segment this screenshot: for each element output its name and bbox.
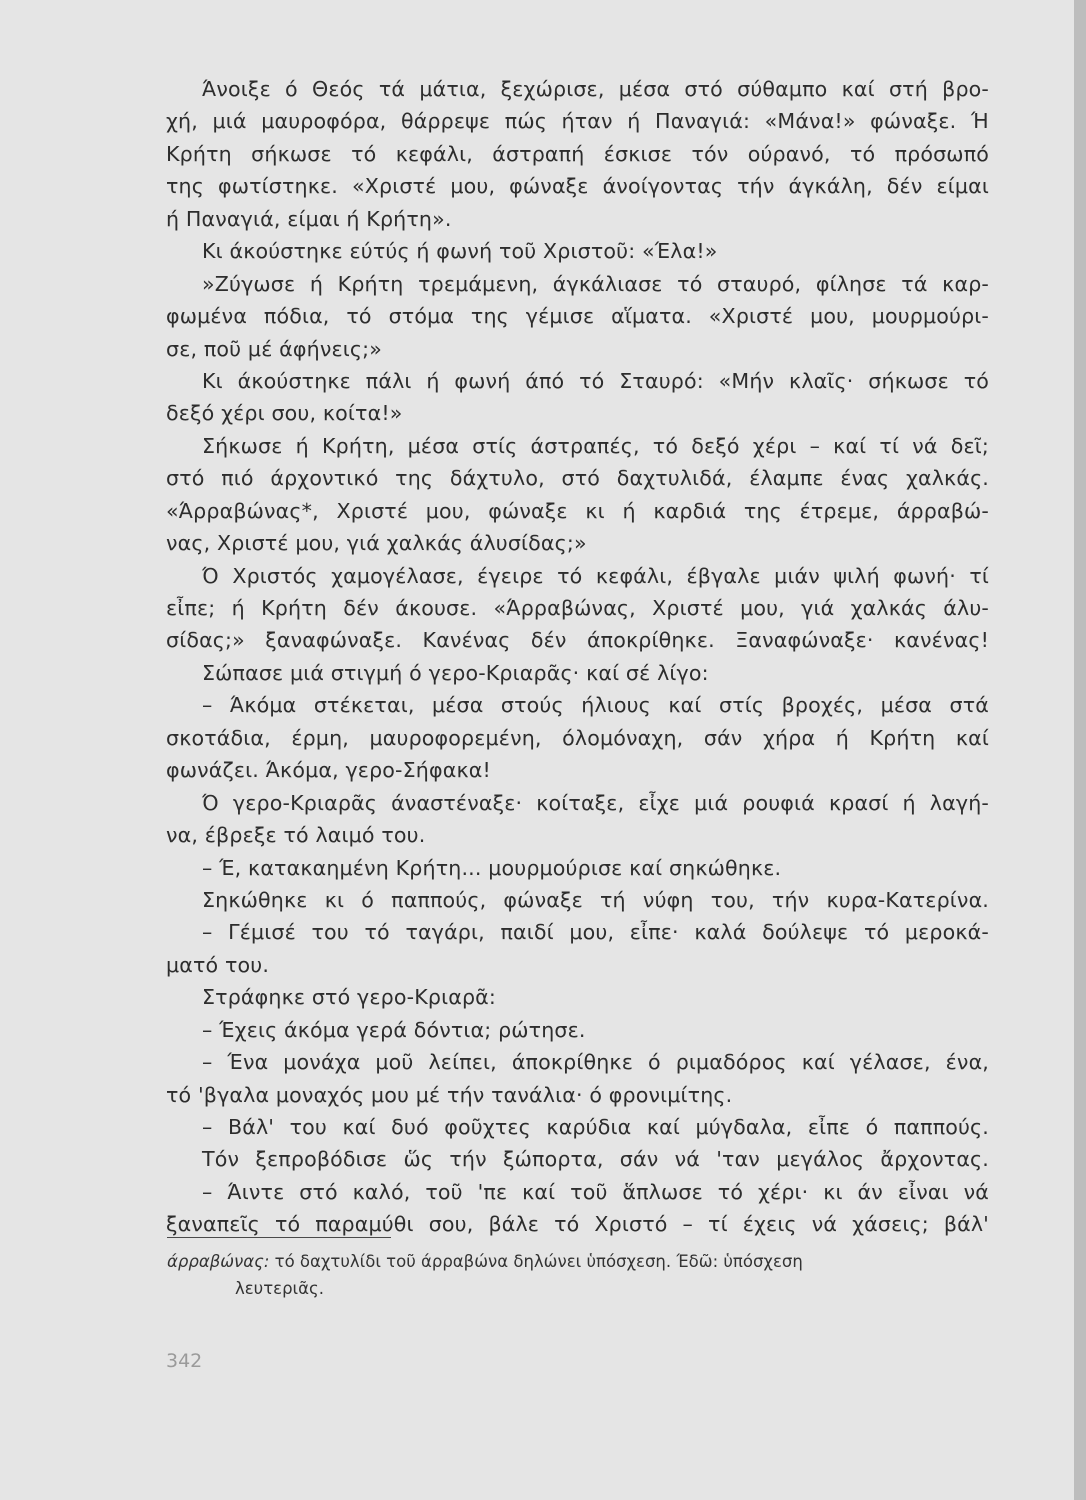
text-line: ή Παναγιά, είμαι ή Κρήτη». [166, 206, 452, 231]
text-line: Κρήτη σήκωσε τό κεφάλι, άστραπή έσκισε τόν ούρανό, τό πρόσωπό [166, 141, 989, 166]
text-line: στό πιό άρχοντικό της δάχτυλο, στό δαχτυλιδά, έλαμπε ένας χαλκάς. [166, 466, 989, 491]
text-line: Ό Χριστός χαμογέλασε, έγειρε τό κεφάλι, έβγαλε μιάν ψιλή φωνή· τί [202, 563, 989, 588]
text-line: Στράφηκε στό γερο-Κριαρᾶ: [202, 985, 496, 1010]
text-line: σκοτάδια, έρμη, μαυροφορεμένη, όλομόναχη, σάν χήρα ή Κρήτη καί [166, 725, 989, 750]
text-line: ματό του. [166, 952, 270, 977]
text-line: σίδας;» ξαναφώναξε. Κανένας δέν άποκρίθηκε. Ξαναφώναξε· κανένας! [166, 628, 989, 653]
text-line: να, έβρεξε τό λαιμό του. [166, 823, 426, 848]
text-line: – Βάλ' του καί δυό φοῦχτες καρύδια καί μύγδαλα, εἶπε ό παππούς. [202, 1115, 989, 1139]
body-text [166, 73, 989, 1241]
text-line: Ό γερο-Κριαρᾶς άναστέναξε· κοίταξε, εἶχε μιά ρουφιά κρασί ή λαγή- [202, 790, 989, 815]
text-line: Κι άκούστηκε πάλι ή φωνή άπό τό Σταυρό: «Μήν κλαῖς· σήκωσε τό [202, 368, 989, 393]
text-line: »Ζύγωσε ή Κρήτη τρεμάμενη, άγκάλιασε τό σταυρό, φίλησε τά καρ- [202, 271, 989, 296]
text-line: Άνοιξε ό Θεός τά μάτια, ξεχώρισε, μέσα στό σύθαμπο καί στή βρο- [202, 77, 989, 101]
text-line: – Άκόμα στέκεται, μέσα στούς ήλιους καί στίς βροχές, μέσα στά [202, 693, 989, 718]
text-line: Σήκωσε ή Κρήτη, μέσα στίς άστραπές, τό δεξό χέρι – καί τί νά δεῖ; [202, 433, 989, 458]
text-line: τό 'βγαλα μοναχός μου μέ τήν τανάλια· ό φρονιμίτης. [166, 1082, 733, 1107]
text-line: Σηκώθηκε κι ό παππούς, φώναξε τή νύφη του, τήν κυρα-Κατερίνα. [202, 887, 989, 912]
footnote [167, 1248, 985, 1302]
text-line: φωμένα πόδια, τό στόμα της γέμισε αἵματα. «Χριστέ μου, μουρμούρι- [166, 304, 989, 329]
text-line: Κι άκούστηκε εύτύς ή φωνή τοῦ Χριστοῦ: «Έλα!» [202, 239, 718, 264]
footnote-term: άρραβώνας: [167, 1252, 270, 1271]
text-line: «Άρραβώνας*, Χριστέ μου, φώναξε κι ή καρδιά της έτρεμε, άρραβώ- [166, 498, 989, 523]
footnote-divider [167, 1237, 391, 1238]
text-line: Τόν ξεπροβόδισε ὥς τήν ξώπορτα, σάν νά 'ταν μεγάλος ἄρχοντας. [202, 1147, 989, 1172]
footnote-text: τό δαχτυλίδι τοῦ άρραβώνα δηλώνει ὑπόσχεση. Έδῶ: ὑπόσχεση [269, 1252, 803, 1271]
footnote-continuation: λευτεριᾶς. [235, 1279, 324, 1298]
text-line: χή, μιά μαυροφόρα, θάρρεψε πώς ήταν ή Παναγιά: «Μάνα!» φώναξε. Ή [166, 109, 989, 134]
footnote-line [167, 1248, 985, 1275]
text-line: δεξό χέρι σου, κοίτα!» [166, 401, 403, 426]
text-line: – Άιντε στό καλό, τοῦ 'πε καί τοῦ ἅπλωσε τό χέρι· κι άν εἶναι νά [202, 1179, 989, 1204]
text-line: Σώπασε μιά στιγμή ό γερο-Κριαρᾶς· καί σέ λίγο: [202, 660, 709, 685]
text-line: ξαναπεῖς τό παραμύθι σου, βάλε τό Χριστό – τί έχεις νά χάσεις; βάλ' [166, 1212, 989, 1237]
page-number: 342 [166, 1350, 203, 1372]
page-edge-shadow [1074, 0, 1086, 1500]
text-line: της φωτίστηκε. «Χριστέ μου, φώναξε άνοίγοντας τήν άγκάλη, δέν είμαι [166, 174, 989, 199]
text-line: – Γέμισέ του τό ταγάρι, παιδί μου, εἶπε· καλά δούλεψε τό μεροκά- [202, 920, 989, 945]
text-line: σε, ποῦ μέ άφήνεις;» [166, 336, 382, 361]
text-line: – Ένα μονάχα μοῦ λείπει, άποκρίθηκε ό ριμαδόρος καί γέλασε, ένα, [202, 1050, 989, 1075]
text-line: – Έ, κατακαημένη Κρήτη... μουρμούρισε καί σηκώθηκε. [202, 855, 782, 880]
text-line: νας, Χριστέ μου, γιά χαλκάς άλυσίδας;» [166, 531, 587, 556]
text-line: φωνάζει. Άκόμα, γερο-Σήφακα! [166, 758, 491, 783]
text-line: – Έχεις άκόμα γερά δόντια; ρώτησε. [202, 1017, 586, 1042]
text-line: εἶπε; ή Κρήτη δέν άκουσε. «Άρραβώνας, Χριστέ μου, γιά χαλκάς άλυ- [166, 596, 989, 620]
